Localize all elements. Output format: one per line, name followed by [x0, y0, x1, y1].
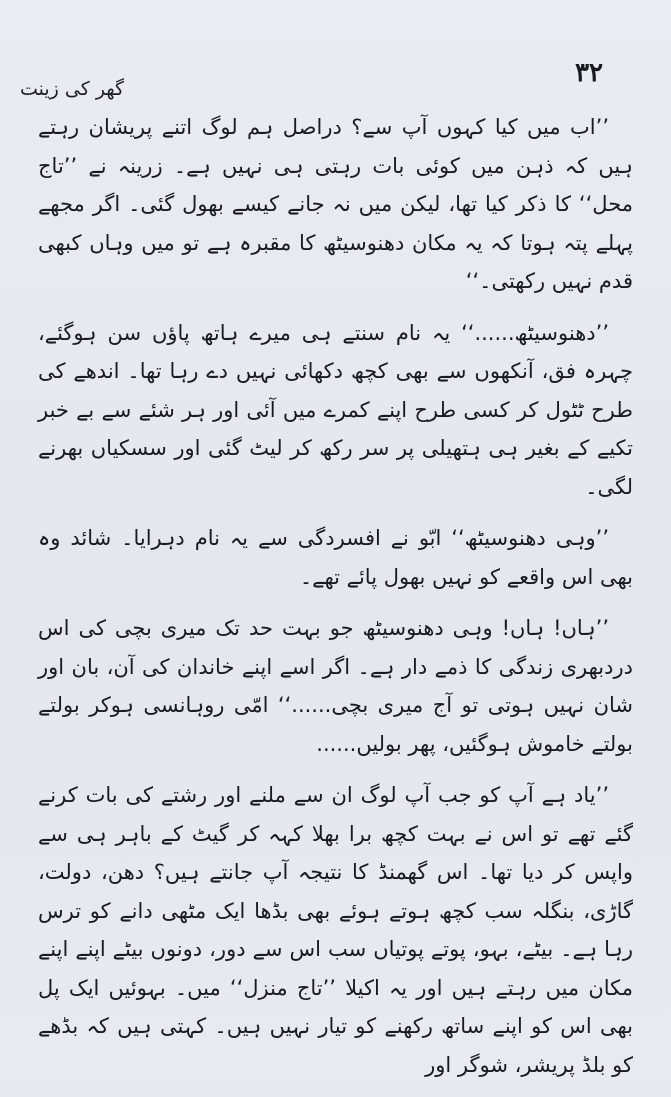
paragraph: ’’دھنوسیٹھ......‘‘ یہ نام سنتے ہی میرے ہاتھ پاؤں سن ہوگئے، چہرہ فق، آنکھوں سے بھی کچھ دکھائی نہیں دے رہا تھا۔ اندھے کی طرح ٹٹول کر کسی طرح اپنے کمرے میں آئی اور ہر شئے سے بے خبر تکیے کے بغیر ہی ہتھیلی پر سر رکھ کر لیٹ گئی اور سسکیاں بھرنے لگی۔ — [38, 320, 633, 499]
paragraph: ’’ہاں! ہاں! وہی دھنوسیٹھ جو بہت حد تک میری بچی کی اس دردبھری زندگی کا ذمے دار ہے۔ اگر اسے اپنے خاندان کی آن، بان اور شان نہیں ہوتی تو آج میری بچی......‘‘ امّی روہانسی ہوکر بولتے بولتے خاموش ہوگئیں، پھر بولیں...... — [38, 616, 633, 756]
paragraph: ’’وہی دھنوسیٹھ‘‘ ابّو نے افسردگی سے یہ نام دہرایا۔ شائد وہ بھی اس واقعے کو نہیں بھول پائے تھے۔ — [38, 526, 633, 589]
page-number: ۳۲ — [575, 58, 603, 88]
body-text — [38, 108, 633, 1097]
paragraph: ’’اب میں کیا کہوں آپ سے؟ دراصل ہم لوگ اتنے پریشان رہتے ہیں کہ ذہن میں کوئی بات رہتی ہی نہیں ہے۔ زرینہ نے ’’تاج محل‘‘ کا ذکر کیا تھا، لیکن میں نہ جانے کیسے بھول گئی۔ اگر مجھے پہلے پتہ ہوتا کہ یہ مکان دھنوسیٹھ کا مقبرہ ہے تو میں وہاں کبھی قدم نہیں رکھتی۔‘‘ — [38, 115, 633, 293]
paragraph: ’’یاد ہے آپ کو جب آپ لوگ ان سے ملنے اور رشتے کی بات کرنے گئے تھے تو اس نے بہت کچھ برا بھلا کہہ کر گیٹ کے باہر ہی سے واپس کر دیا تھا۔ اس گھمنڈ کا نتیجہ آپ جانتے ہیں؟ دھن، دولت، گاڑی، بنگلہ سب کچھ ہوتے ہوئے بھی بڈھا ایک مٹھی دانے کو ترس رہا ہے۔ بیٹے، بہو، پوتے پوتیاں سب اس سے دور، دونوں بیٹے اپنے اپنے مکان میں رہتے ہیں اور یہ اکیلا ’’تاج منزل‘‘ میں۔ بہوئیں ایک پل بھی اس کو اپنے ساتھ رکھنے کو تیار نہیں ہیں۔ کہتی ہیں کہ بڈھے کو بلڈ پریشر، شوگر اور — [38, 783, 633, 1077]
running-header-title: گھر کی زینت — [20, 78, 125, 100]
